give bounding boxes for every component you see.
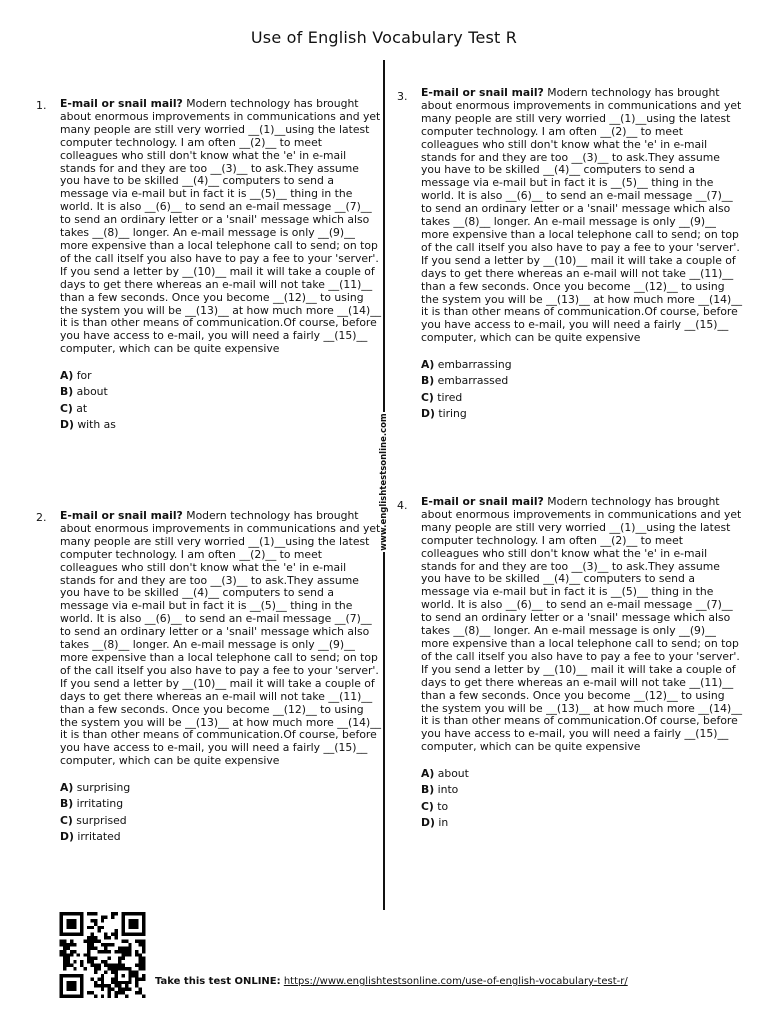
passage-body: Modern technology has brought about enormous improvements in communications and yet many people are still very worried __(1)__using the latest computer technology. I am often __(2)__ to meet colleagues who still don't know what the 'e' in e-mail stands for and they are too __(3)__ to ask.They assume you have to be skilled __(4)__ computers to send a message via e-mail but in fact it is __(5)__ thing in the world. It is also __(6)__ to send an e-mail message __(7)__ to send an ordinary letter or a 'snail' message which also takes __(8)__ longer. An e-mail message is only __(9)__ more expensive than a local telephone call to send; on top of the call itself you also have to pay a fee to your 'server'. If you send a letter by __(10)__ mail it will take a couple of days to get there whereas an e-mail will not take __(11)__ than a few seconds. Once you become __(12)__ to using the system you will be __(13)__ at how much more __(14)__ it is than other means of communication.Of course, before you have access to e-mail, you will need a fairly __(15)__ computer, which can be quite expensive [60,97,381,356]
option-text: embarrassed [437,374,509,388]
option-text: for [76,369,92,383]
option-text: into [437,783,459,797]
option-letter: B) [60,797,74,811]
option-c[interactable] [421,390,743,406]
option-b[interactable] [421,782,743,798]
option-letter: D) [60,418,74,432]
passage-body: Modern technology has brought about enormous improvements in communications and yet many people are still very worried __(1)__using the latest computer technology. I am often __(2)__ to meet colleagues who still don't know what the 'e' in e-mail stands for and they are too __(3)__ to ask.They assume you have to be skilled __(4)__ computers to send a message via e-mail but in fact it is __(5)__ thing in the world. It is also __(6)__ to send an e-mail message __(7)__ to send an ordinary letter or a 'snail' message which also takes __(8)__ longer. An e-mail message is only __(9)__ more expensive than a local telephone call to send; on top of the call itself you also have to pay a fee to your 'server'. If you send a letter by __(10)__ mail it will take a couple of days to get there whereas an e-mail will not take __(11)__ than a few seconds. Once you become __(12)__ to using the system you will be __(13)__ at how much more __(14)__ it is than other means of communication.Of course, before you have access to e-mail, you will need a fairly __(15)__ computer, which can be quite expensive [421,495,742,754]
passage-title: E-mail or snail mail? [60,97,183,110]
option-b[interactable] [421,373,743,389]
option-letter: C) [421,799,434,813]
option-letter: A) [60,369,74,383]
answer-options [421,766,743,831]
option-text: surprised [76,813,127,827]
passage-title: E-mail or snail mail? [421,495,544,508]
option-c[interactable] [60,813,382,829]
option-letter: D) [421,407,435,421]
option-letter: B) [421,783,435,797]
option-a[interactable] [60,368,382,384]
question-4 [397,495,743,831]
option-d[interactable] [421,406,743,422]
passage-body: Modern technology has brought about enormous improvements in communications and yet many people are still very worried __(1)__using the latest computer technology. I am often __(2)__ to meet colleagues who still don't know what the 'e' in e-mail stands for and they are too __(3)__ to ask.They assume you have to be skilled __(4)__ computers to send a message via e-mail but in fact it is __(5)__ thing in the world. It is also __(6)__ to send an e-mail message __(7)__ to send an ordinary letter or a 'snail' message which also takes __(8)__ longer. An e-mail message is only __(9)__ more expensive than a local telephone call to send; on top of the call itself you also have to pay a fee to your 'server'. If you send a letter by __(10)__ mail it will take a couple of days to get there whereas an e-mail will not take __(11)__ than a few seconds. Once you become __(12)__ to using the system you will be __(13)__ at how much more __(14)__ it is than other means of communication.Of course, before you have access to e-mail, you will need a fairly __(15)__ computer, which can be quite expensive [60,509,381,768]
option-letter: D) [60,830,74,844]
option-letter: C) [60,813,73,827]
option-letter: C) [60,401,73,415]
option-text: tired [437,390,463,404]
option-text: about [76,385,108,399]
passage [421,87,743,345]
question-number: 4. [397,499,408,512]
footer-label: Take this test ONLINE: [155,976,281,987]
footer [155,976,628,987]
option-text: irritating [76,797,124,811]
option-text: surprising [76,781,131,795]
option-c[interactable] [421,799,743,815]
option-text: with as [77,418,116,432]
option-text: about [437,767,469,781]
question-2 [36,509,382,845]
question-3 [397,86,743,422]
question-number: 2. [36,511,47,524]
option-text: embarrassing [437,358,512,372]
answer-options [421,357,743,422]
option-letter: A) [421,358,435,372]
option-letter: C) [421,390,434,404]
option-b[interactable] [60,384,382,400]
passage [421,496,743,754]
option-text: at [76,401,88,415]
question-number: 1. [36,99,47,112]
answer-options [60,368,382,433]
passage [60,98,382,356]
option-letter: A) [421,767,435,781]
question-1 [36,97,382,433]
option-a[interactable] [421,357,743,373]
option-d[interactable] [60,417,382,433]
option-letter: B) [60,385,74,399]
option-text: tiring [438,407,467,421]
option-a[interactable] [421,766,743,782]
question-number: 3. [397,90,408,103]
answer-options [60,780,382,845]
passage-body: Modern technology has brought about enormous improvements in communications and yet many people are still very worried __(1)__using the latest computer technology. I am often __(2)__ to meet colleagues who still don't know what the 'e' in e-mail stands for and they are too __(3)__ to ask.They assume you have to be skilled __(4)__ computers to send a message via e-mail but in fact it is __(5)__ thing in the world. It is also __(6)__ to send an e-mail message __(7)__ to send an ordinary letter or a 'snail' message which also takes __(8)__ longer. An e-mail message is only __(9)__ more expensive than a local telephone call to send; on top of the call itself you also have to pay a fee to your 'server'. If you send a letter by __(10)__ mail it will take a couple of days to get there whereas an e-mail will not take __(11)__ than a few seconds. Once you become __(12)__ to using the system you will be __(13)__ at how much more __(14)__ it is than other means of communication.Of course, before you have access to e-mail, you will need a fairly __(15)__ computer, which can be quite expensive [421,86,742,345]
option-c[interactable] [60,401,382,417]
option-a[interactable] [60,780,382,796]
option-d[interactable] [60,829,382,845]
option-letter: B) [421,374,435,388]
passage-title: E-mail or snail mail? [421,86,544,99]
option-text: in [438,816,449,830]
option-b[interactable] [60,796,382,812]
qr-code-icon[interactable] [58,912,147,998]
passage [60,510,382,768]
option-text: to [437,799,449,813]
option-letter: A) [60,781,74,795]
option-text: irritated [77,830,121,844]
site-watermark: www.englishtestsonline.com [379,413,389,551]
test-online-link[interactable]: https://www.englishtestsonline.com/use-of-english-vocabulary-test-r/ [283,976,628,987]
page-title: Use of English Vocabulary Test R [250,28,518,47]
option-letter: D) [421,816,435,830]
passage-title: E-mail or snail mail? [60,509,183,522]
option-d[interactable] [421,815,743,831]
